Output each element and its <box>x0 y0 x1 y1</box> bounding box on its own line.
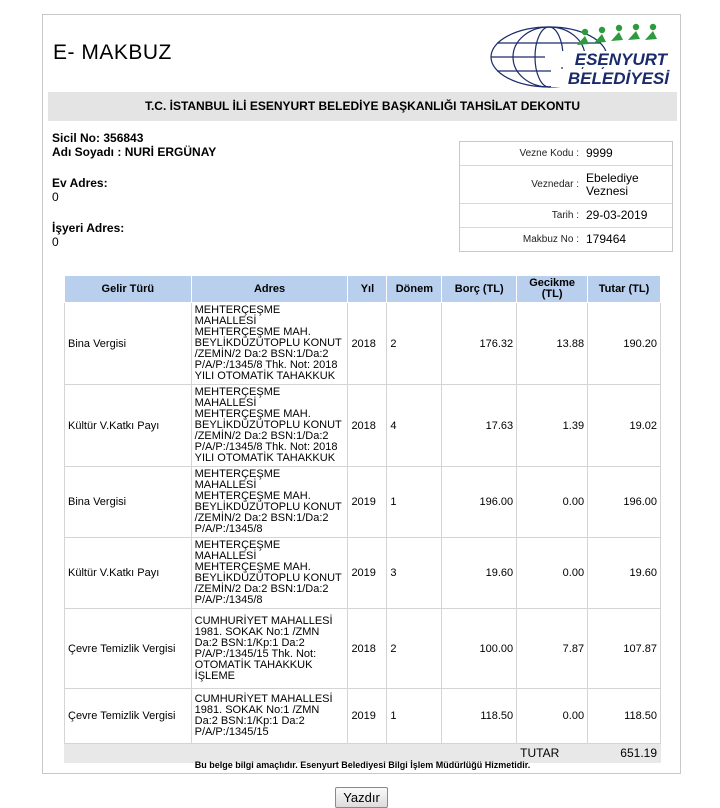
veznedar-row <box>460 166 672 204</box>
period-cell: 4 <box>387 385 442 467</box>
period-cell: 1 <box>387 689 442 744</box>
table-header-row <box>65 276 661 303</box>
vezne-kodu-label: Vezne Kodu : <box>519 148 579 159</box>
column-header-gelir-turu: Gelir Türü <box>65 276 192 303</box>
veznedar-value: Ebelediye Veznesi <box>586 170 639 198</box>
column-header-tutar: Tutar (TL) <box>588 276 661 303</box>
address-cell: MEHTERÇEŞME MAHALLESİ MEHTERÇEŞME MAH. BEYLİKDÜZÜTOPLU KONUT /ZEMİN/2 Da:2 BSN:1/Da:2 P/A/P:/1345/8 Thk. Not: 2018 YILI OTOMATİK TAHAKKUK <box>191 385 348 467</box>
year-cell: 2019 <box>348 538 387 609</box>
tutar-cell: 196.00 <box>588 467 661 538</box>
receipt-details-box <box>459 141 673 252</box>
gecikme-cell: 13.88 <box>517 303 588 385</box>
year-cell: 2019 <box>348 689 387 744</box>
makbuz-no-value: 179464 <box>586 232 627 246</box>
tutar-cell: 19.02 <box>588 385 661 467</box>
vezne-kodu-value: 9999 <box>586 146 613 160</box>
year-cell: 2018 <box>348 303 387 385</box>
address-cell: MEHTERÇEŞME MAHALLESİ MEHTERÇEŞME MAH. BEYLİKDÜZÜTOPLU KONUT /ZEMİN/2 Da:2 BSN:1/Da:2 P/A/P:/1345/8 <box>191 538 348 609</box>
tutar-cell: 107.87 <box>588 609 661 689</box>
year-cell: 2019 <box>348 467 387 538</box>
gelir-turu-cell: Kültür V.Katkı Payı <box>65 538 192 609</box>
logo-text-line2: BELEDİYESİ <box>567 69 669 88</box>
gelir-turu-cell: Kültür V.Katkı Payı <box>65 385 192 467</box>
column-header-donem: Dönem <box>387 276 442 303</box>
column-header-adres: Adres <box>191 276 348 303</box>
print-button[interactable]: Yazdır <box>335 787 388 808</box>
total-label: TUTAR <box>517 744 588 763</box>
address-cell: MEHTERÇEŞME MAHALLESİ MEHTERÇEŞME MAH. BEYLİKDÜZÜTOPLU KONUT /ZEMİN/2 Da:2 BSN:1/Da:2 P/A/P:/1345/8 <box>191 467 348 538</box>
work-address-label: İşyeri Adres: <box>52 221 125 235</box>
period-cell: 1 <box>387 467 442 538</box>
tutar-cell: 190.20 <box>588 303 661 385</box>
gelir-turu-cell: Bina Vergisi <box>65 467 192 538</box>
period-cell: 2 <box>387 609 442 689</box>
table-row <box>65 303 661 385</box>
table-row <box>65 385 661 467</box>
tarih-label: Tarih : <box>551 210 579 221</box>
gecikme-cell: 0.00 <box>517 689 588 744</box>
gelir-turu-cell: Bina Vergisi <box>65 303 192 385</box>
tarih-value: 29-03-2019 <box>586 208 648 222</box>
receipt <box>42 14 681 774</box>
table-row <box>65 689 661 744</box>
payer-name: NURİ ERGÜNAY <box>124 145 217 159</box>
table-row <box>65 538 661 609</box>
logo-text-line1: ESENYURT <box>574 50 667 69</box>
gelir-turu-cell: Çevre Temizlik Vergisi <box>65 609 192 689</box>
payer-info <box>52 131 216 249</box>
year-cell: 2018 <box>348 609 387 689</box>
total-value: 651.19 <box>588 744 661 763</box>
address-cell: CUMHURİYET MAHALLESİ 1981. SOKAK No:1 /ZMN Da:2 BSN:1/Kp:1 Da:2 P/A/P:/1345/15 Thk. Not: OTOMATİK TAHAKKUK İŞLEME <box>191 609 348 689</box>
gecikme-cell: 0.00 <box>517 538 588 609</box>
tutar-cell: 118.50 <box>588 689 661 744</box>
borc-cell: 196.00 <box>442 467 517 538</box>
esenyurt-logo <box>489 23 673 91</box>
gecikme-cell: 7.87 <box>517 609 588 689</box>
name-label: Adı Soyadı : <box>52 145 122 159</box>
borc-cell: 100.00 <box>442 609 517 689</box>
tutar-cell: 19.60 <box>588 538 661 609</box>
gecikme-cell: 1.39 <box>517 385 588 467</box>
sicil-label: Sicil No: <box>52 131 101 145</box>
column-header-yil: Yıl <box>348 276 387 303</box>
receipt-header: T.C. İSTANBUL İLİ ESENYURT BELEDİYE BAŞKANLIĞI TAHSİLAT DEKONTU <box>48 92 677 121</box>
makbuz-no-label: Makbuz No : <box>522 234 579 245</box>
makbuz-no-row <box>460 228 672 251</box>
page-title: E- MAKBUZ <box>53 41 172 64</box>
borc-cell: 19.60 <box>442 538 517 609</box>
address-cell: CUMHURİYET MAHALLESİ 1981. SOKAK No:1 /ZMN Da:2 BSN:1/Kp:1 Da:2 P/A/P:/1345/15 <box>191 689 348 744</box>
borc-cell: 17.63 <box>442 385 517 467</box>
borc-cell: 176.32 <box>442 303 517 385</box>
column-header-gecikme: Gecikme (TL) <box>517 276 588 303</box>
borc-cell: 118.50 <box>442 689 517 744</box>
table-row <box>65 467 661 538</box>
sicil-number: 356843 <box>103 131 144 145</box>
period-cell: 3 <box>387 538 442 609</box>
footer-note: Bu belge bilgi amaçlıdır. Esenyurt Belediyesi Bilgi İşlem Müdürlüğü Hizmetidir. <box>194 760 531 770</box>
payment-table <box>64 275 661 763</box>
year-cell: 2018 <box>348 385 387 467</box>
veznedar-label: Veznedar : <box>531 179 579 190</box>
gecikme-cell: 0.00 <box>517 467 588 538</box>
address-cell: MEHTERÇEŞME MAHALLESİ MEHTERÇEŞME MAH. BEYLİKDÜZÜTOPLU KONUT /ZEMİN/2 Da:2 BSN:1/Da:2 P/A/P:/1345/8 Thk. Not: 2018 YILI OTOMATİK TAHAKKUK <box>191 303 348 385</box>
table-row <box>65 609 661 689</box>
vezne-kodu-row <box>460 142 672 166</box>
period-cell: 2 <box>387 303 442 385</box>
home-address-value: 0 <box>52 190 59 204</box>
column-header-borc: Borç (TL) <box>442 276 517 303</box>
gelir-turu-cell: Çevre Temizlik Vergisi <box>65 689 192 744</box>
work-address-value: 0 <box>52 235 59 249</box>
tarih-row <box>460 204 672 228</box>
home-address-label: Ev Adres: <box>52 176 108 190</box>
